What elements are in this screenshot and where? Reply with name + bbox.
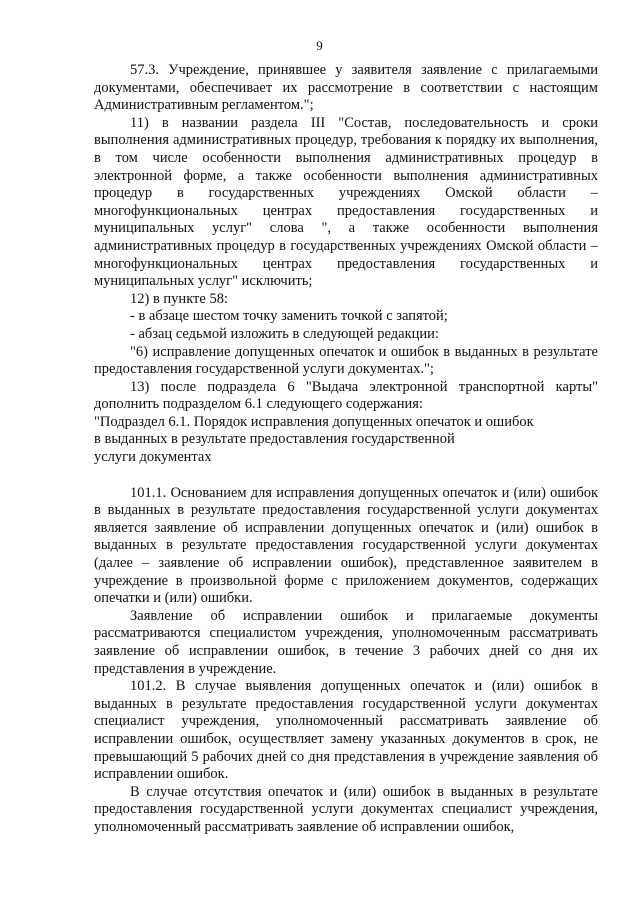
paragraph-101-2: 101.2. В случае выявления допущенных опечаток и (или) ошибок в выданных в результате предоставления государственной услуги документах специалист учреждения, уполномоченный рассматривать заявление об исправлении ошибок, осуществляет замену указанных документов в срок, не превышающий 5 рабочих дней со дня представления в учреждение заявления об исправлении ошибок. [94, 678, 598, 783]
paragraph-zayavlenie: Заявление об исправлении ошибок и прилагаемые документы рассматриваются специалистом учреждения, уполномоченным рассматривать заявление об исправлении ошибок, в течение 3 рабочих дней со дня их представления в учреждение. [94, 607, 598, 677]
heading-line: в выданных в результате предоставления государственной [94, 431, 455, 448]
paragraph-101-1: 101.1. Основанием для исправления допущенных опечаток и (или) ошибок в выданных в результате предоставления государственной услуги документах является заявление об исправлении допущенных опечаток и (или) ошибок в выданных в результате предоставления государственной услуги документах (далее – заявление об исправлении ошибок), представленное заявителем в учреждение в произвольной форме с приложением документов, содержащих опечатки и (или) ошибки. [94, 484, 598, 607]
document-body [94, 62, 598, 837]
paragraph-item-13: 13) после подраздела 6 "Выдача электронной транспортной карты" дополнить подразделом 6.1 следующего содержания: [94, 378, 598, 413]
paragraph-otsutstvie: В случае отсутствия опечаток и (или) ошибок в выданных в результате предоставления государственной услуги документах специалист учреждения, уполномоченный рассматривать заявление об исправлении ошибок, [94, 783, 598, 835]
paragraph-abzac-7: - абзац седьмой изложить в следующей редакции: [130, 325, 439, 342]
subsection-heading [94, 414, 598, 467]
paragraph-abzac-6: - в абзаце шестом точку заменить точкой с запятой; [130, 308, 448, 325]
paragraph-57-3: 57.3. Учреждение, принявшее у заявителя заявление с прилагаемыми документами, обеспечивает их рассмотрение в соответствии с настоящим Административным регламентом."; [94, 62, 598, 114]
heading-line: "Подраздел 6.1. Порядок исправления допущенных опечаток и ошибок [94, 413, 534, 430]
page-number: 9 [316, 38, 323, 53]
paragraph-item-11: 11) в названии раздела III "Состав, последовательность и сроки выполнения административных процедур, требования к порядку их выполнения, в том числе особенности выполнения административных процедур в электронной форме, а также особенности выполнения административных процедур в государственных учреждениях Омской области – многофункциональных центрах предоставления государственных и муниципальных услуг" слова ", а также особенности выполнения административных процедур в государственных учреждениях Омской области – многофункциональных центрах предоставления государственных и муниципальных услуг" исключить; [94, 114, 598, 290]
paragraph-item-12: 12) в пункте 58: [130, 290, 228, 307]
spacer [94, 467, 598, 485]
paragraph-quote-6: "6) исправление допущенных опечаток и ошибок в выданных в результате предоставления государственной услуги документах."; [94, 343, 598, 378]
heading-line: услуги документах [94, 449, 212, 466]
